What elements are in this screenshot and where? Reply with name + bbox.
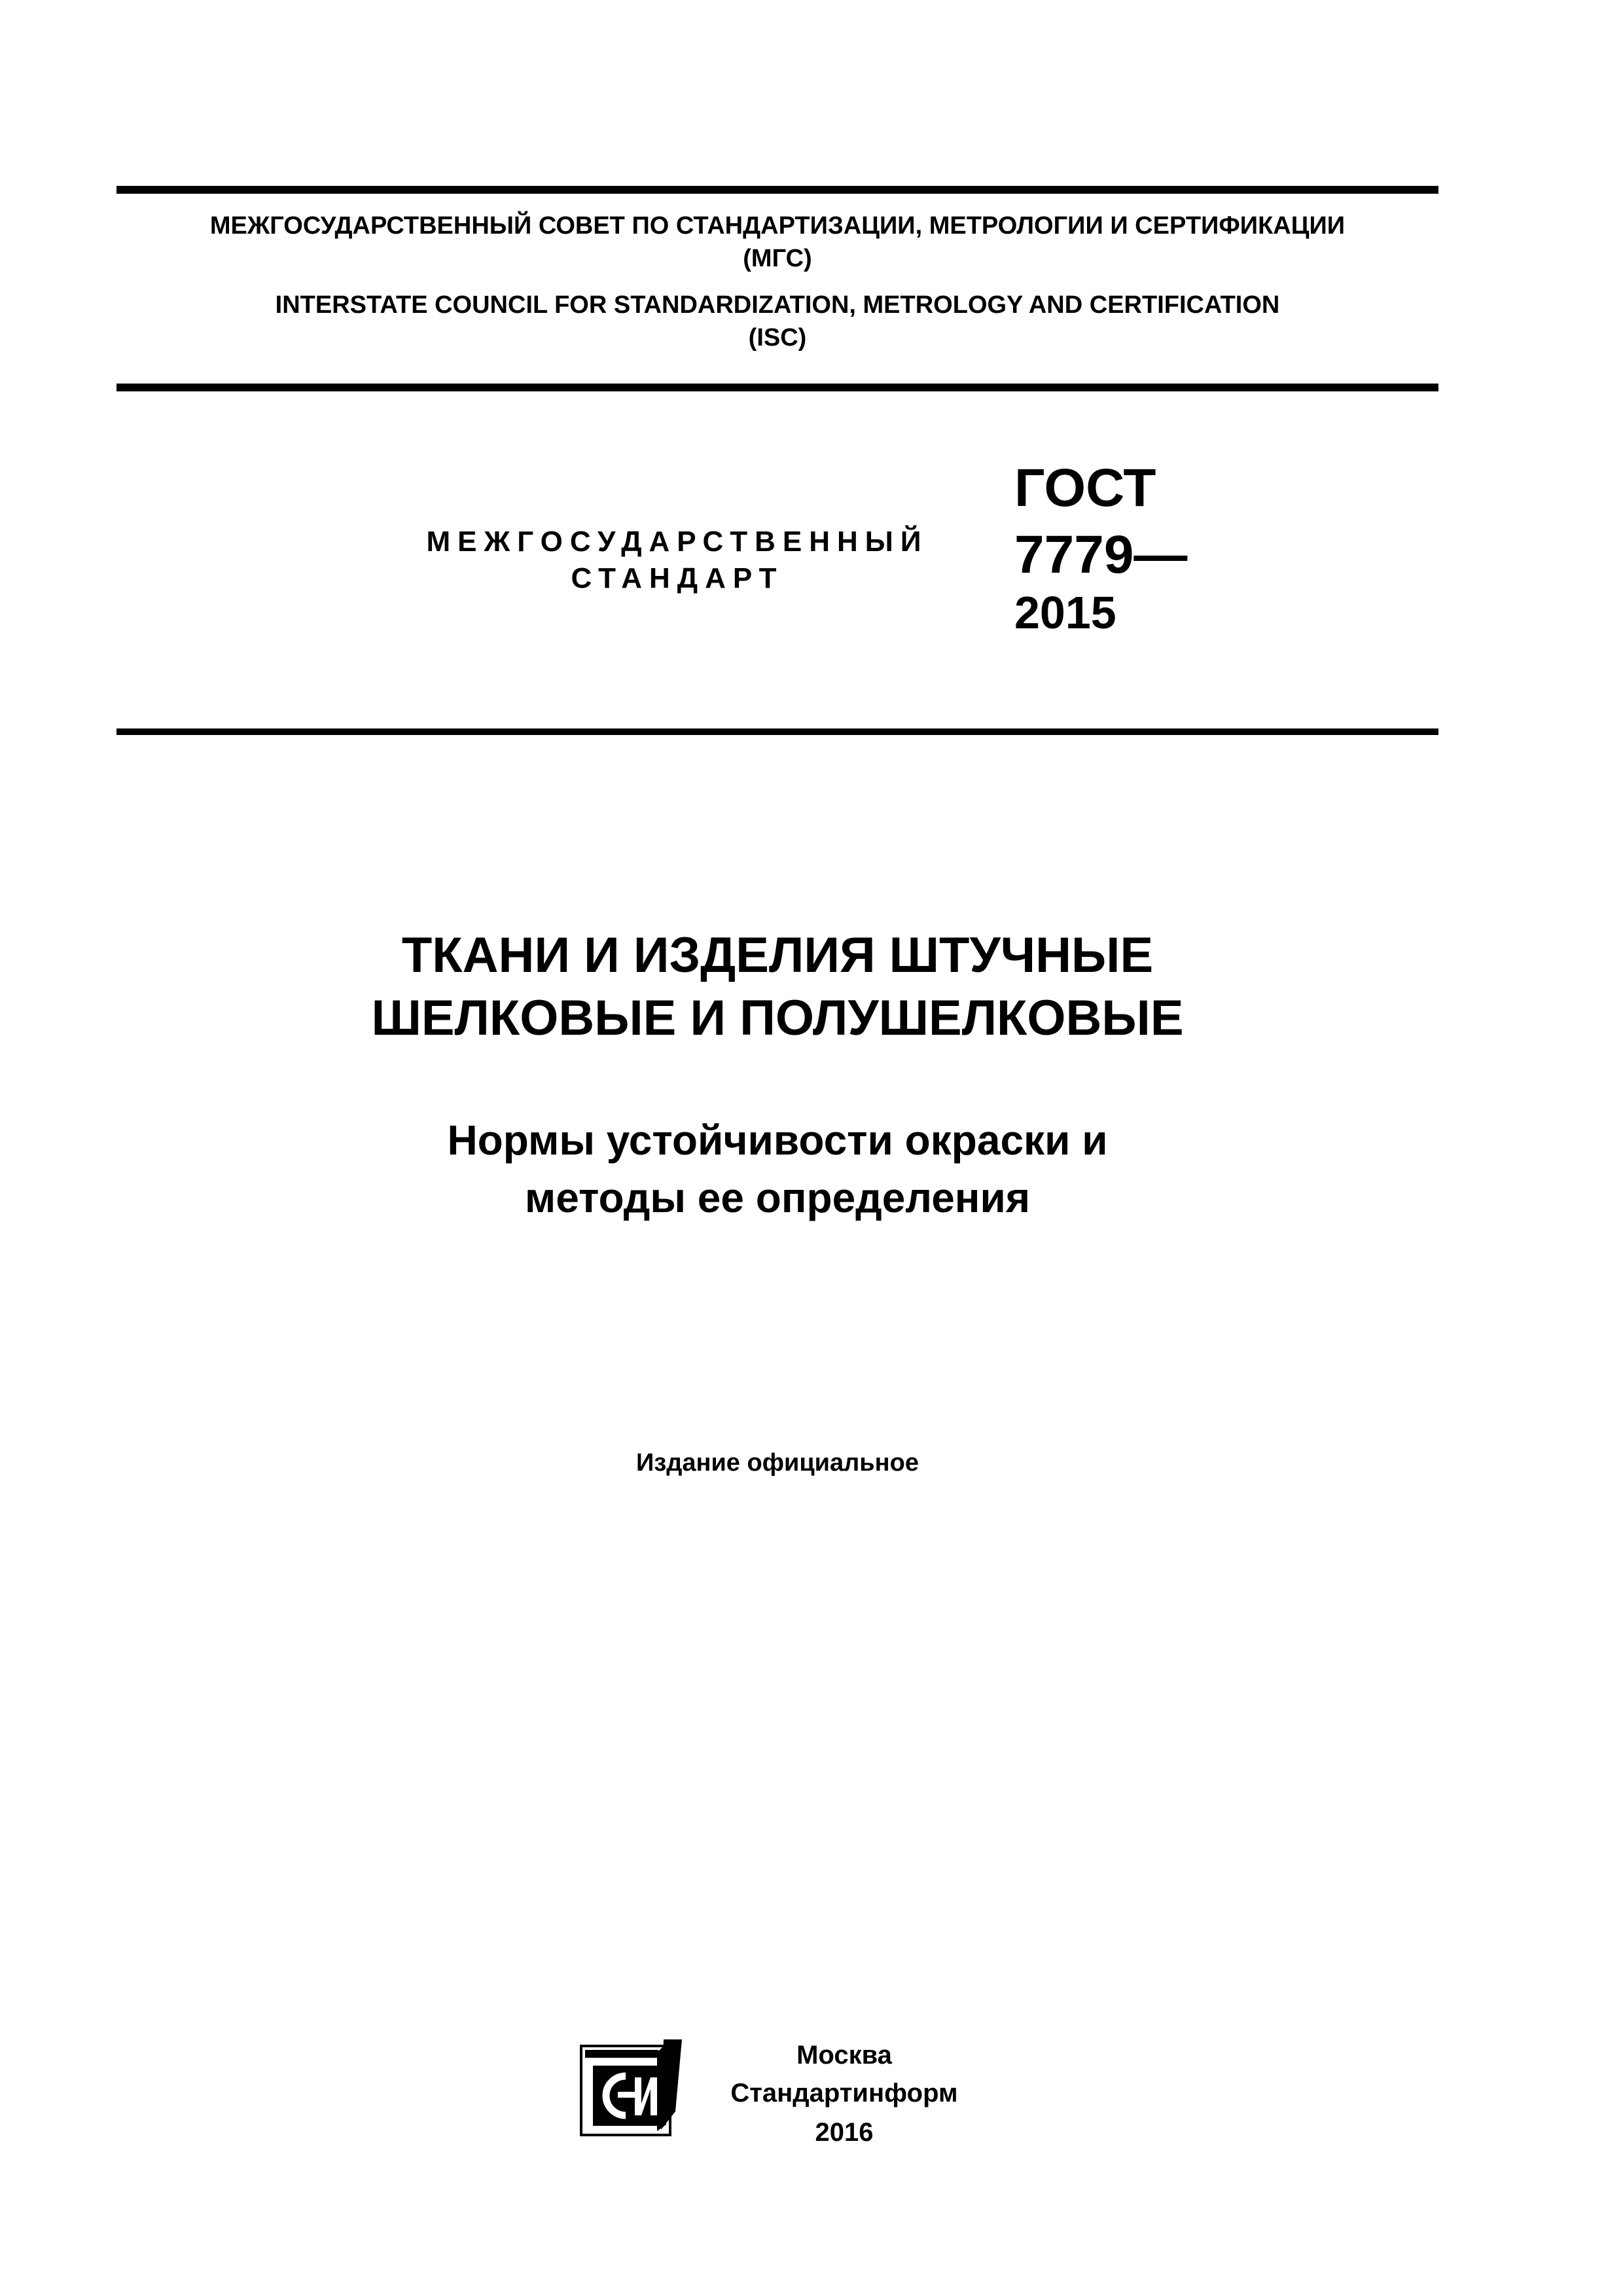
top-rule [116, 186, 1438, 194]
document-subtitle-line1: Нормы устойчивости окраски и [447, 1117, 1108, 1164]
publication-year: 2016 [815, 2118, 874, 2147]
standard-bottom-rule [116, 728, 1438, 735]
publisher-city: Москва [796, 2041, 892, 2070]
standartinform-logo-icon [580, 2039, 685, 2136]
standard-type-line1: МЕЖГОСУДАРСТВЕННЫЙ [426, 526, 929, 558]
document-title-line2: ШЕЛКОВЫЕ И ПОЛУШЕЛКОВЫЕ [371, 990, 1184, 1046]
edition-note: Издание официальное [636, 1449, 919, 1477]
council-name-en: INTERSTATE COUNCIL FOR STANDARDIZATION, METROLOGY AND CERTIFICATION [275, 291, 1280, 319]
publisher-name: Стандартинформ [730, 2079, 958, 2108]
header-bottom-rule [116, 384, 1438, 391]
council-abbr-ru: (МГС) [743, 245, 812, 272]
document-subtitle-line2: методы ее определения [524, 1174, 1031, 1221]
document-title-line1: ТКАНИ И ИЗДЕЛИЯ ШТУЧНЫЕ [401, 927, 1154, 983]
standard-type-line2: СТАНДАРТ [571, 562, 784, 594]
standard-code-number: 7779— [1014, 525, 1188, 584]
standard-code-prefix: ГОСТ [1014, 458, 1156, 518]
council-name-ru: МЕЖГОСУДАРСТВЕННЫЙ СОВЕТ ПО СТАНДАРТИЗАЦИИ, МЕТРОЛОГИИ И СЕРТИФИКАЦИИ [209, 212, 1346, 240]
standard-code-year: 2015 [1014, 587, 1116, 638]
council-abbr-en: (ISC) [748, 324, 807, 351]
